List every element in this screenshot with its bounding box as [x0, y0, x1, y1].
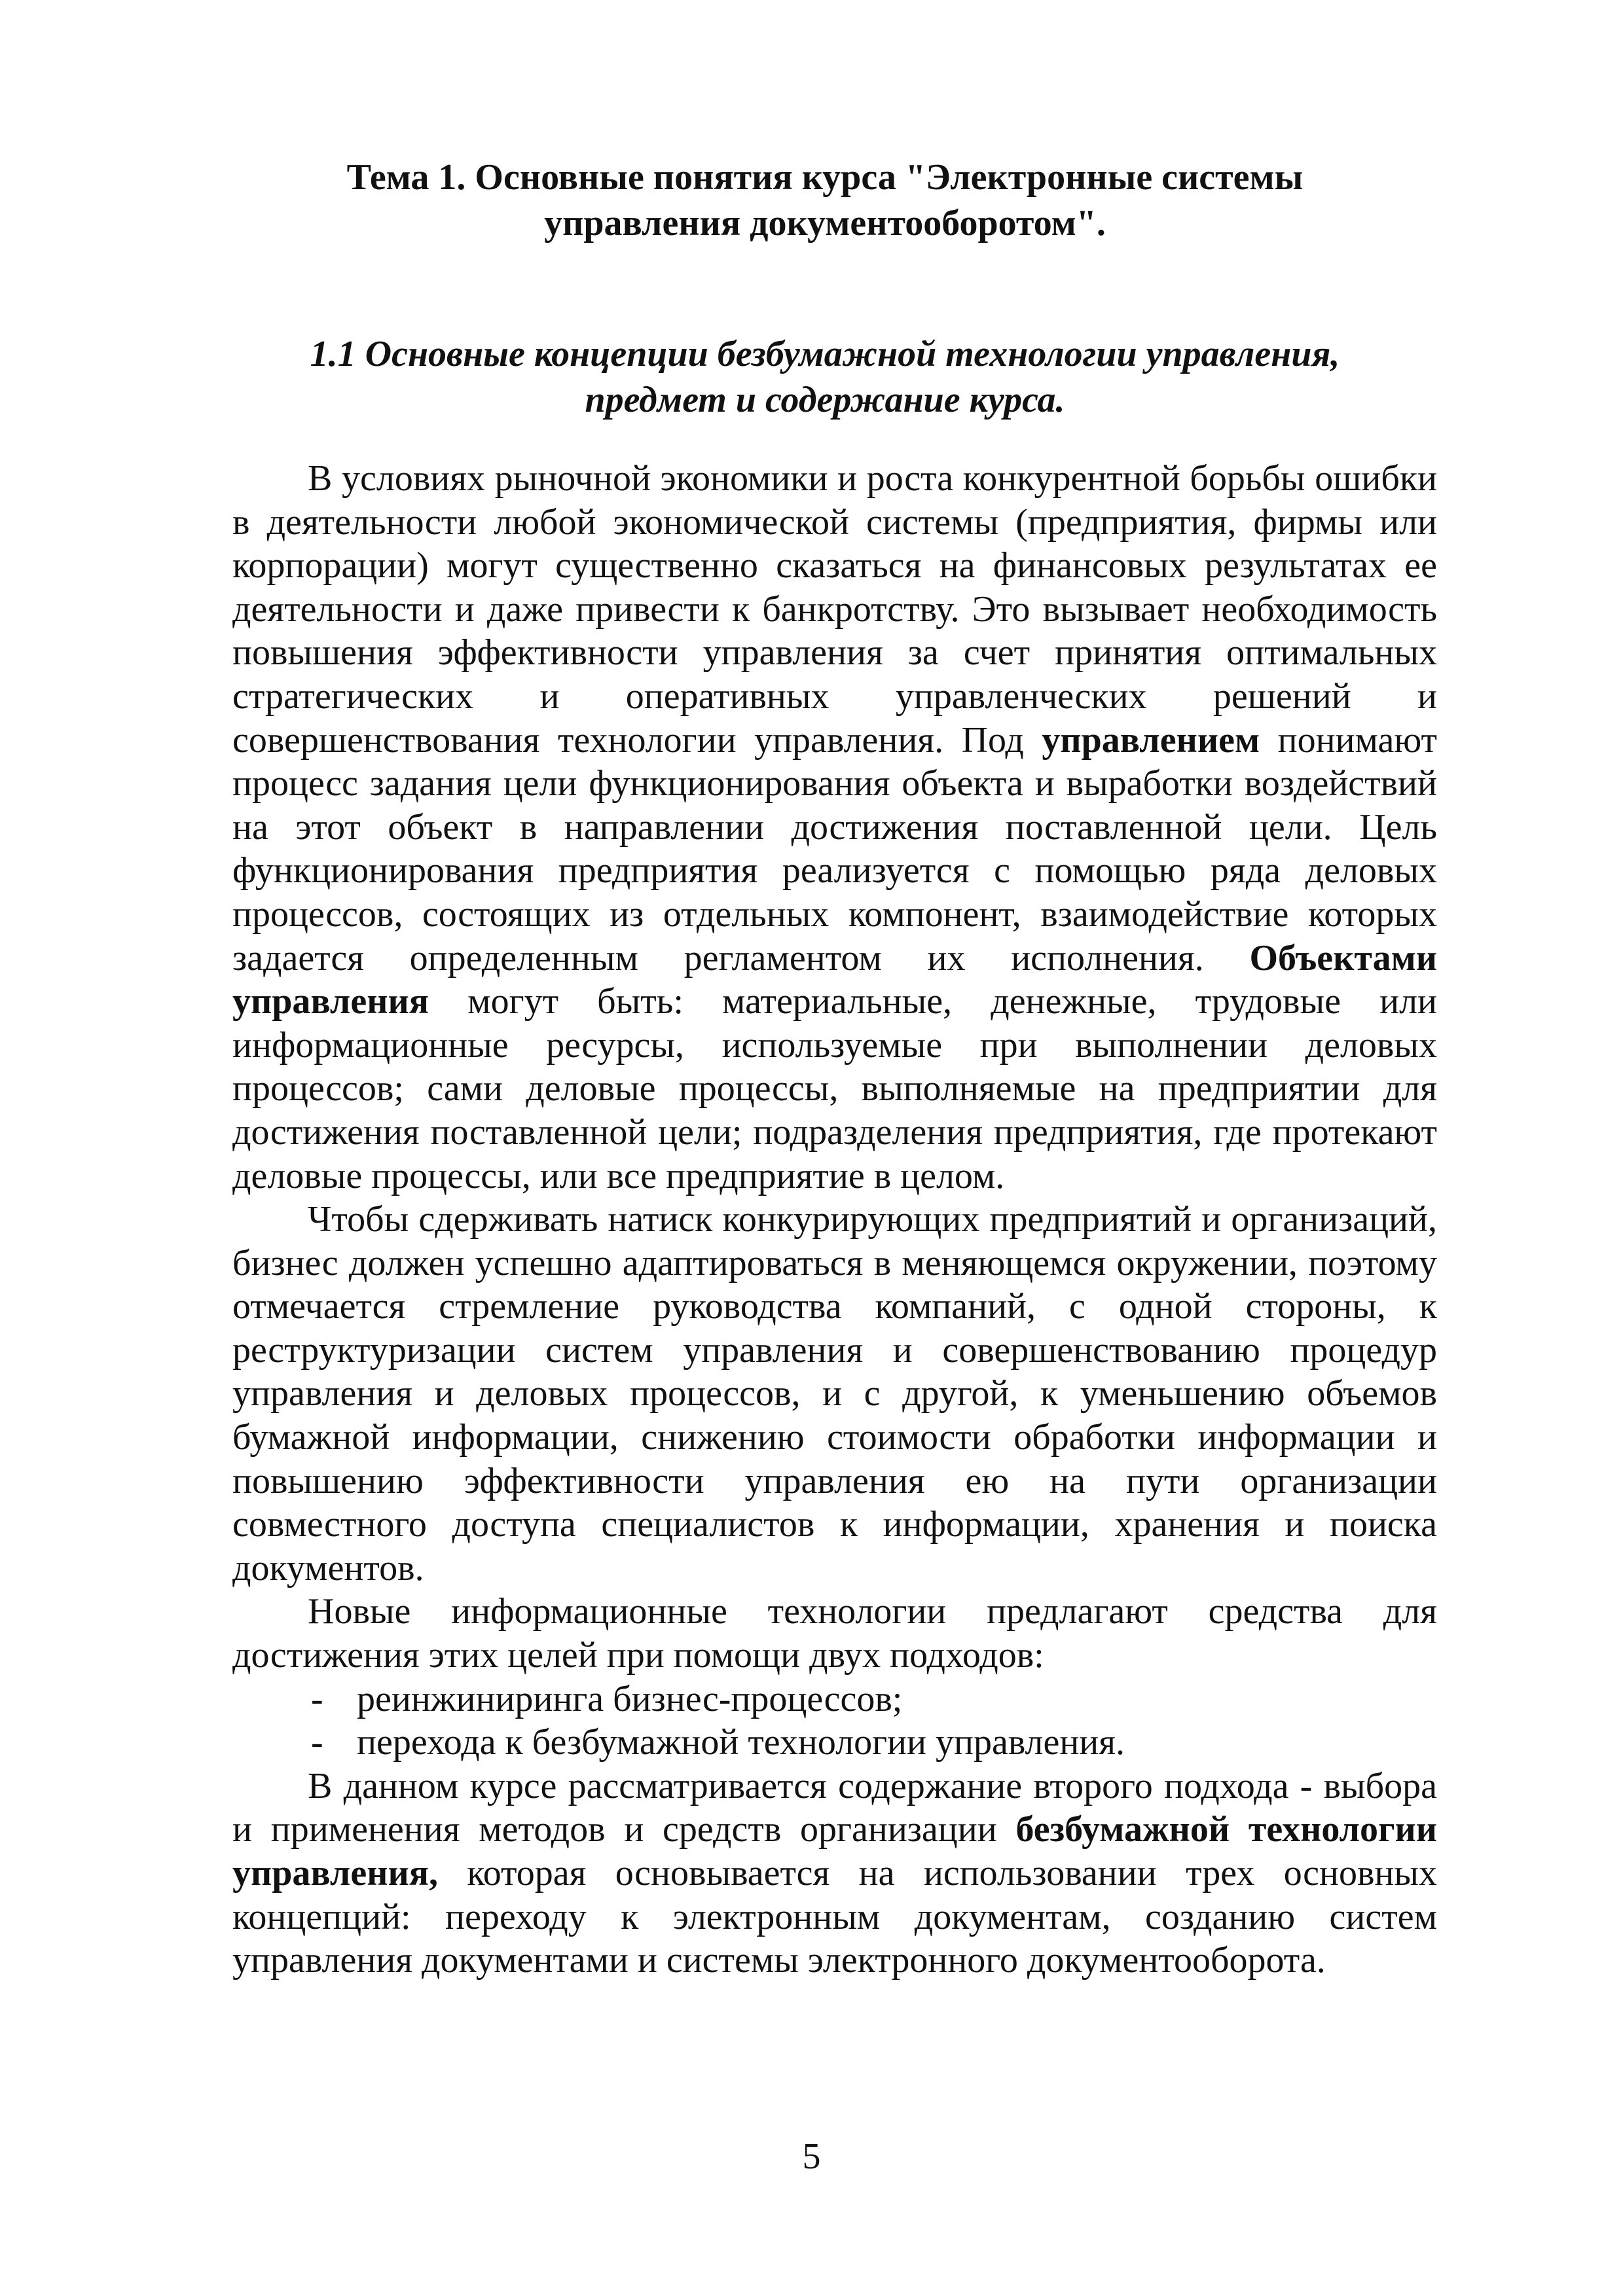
paragraph-4-text-2: которая основывается на использовании трех основных концепций: переходу к электронным документам, созданию систем управления документами и системы электронного документооборота.	[232, 1853, 1437, 1981]
paragraph-1-text-2: понимают процесс задания цели функционирования объекта и выработки воздействий на этот объект в направлении достижения поставленной цели. Цель функционирования предприятия реализуется с помощью ряда деловых процессов, состоящих из отдельных компонент, взаимодействие которых задается определенным регламентом их исполнения.	[232, 719, 1437, 978]
page-title	[262, 154, 1388, 246]
paragraph-3: Новые информационные технологии предлагают средства для достижения этих целей при помощи двух подходов:	[232, 1591, 1437, 1676]
subtitle-line-1: 1.1 Основные концепции безбумажной технологии управления,	[310, 334, 1340, 374]
approaches-list	[232, 1677, 1437, 1765]
term-paperless-technology: безбумажной технологии управления,	[232, 1809, 1438, 1893]
subtitle-line-2: предмет и содержание курса.	[585, 380, 1065, 420]
list-dash: -	[311, 1722, 323, 1763]
paragraph-2: Чтобы сдерживать натиск конкурирующих предприятий и организаций, бизнес должен успешно адаптироваться в меняющемся окружении, поэтому отмечается стремление руководства компаний, с одной стороны, к реструктуризации систем управления и совершенствованию процедур управления и деловых процессов, и с другой, к уменьшению объемов бумажной информации, снижению стоимости обработки информации и повышению эффективности управления ею на пути организации совместного доступа специалистов к информации, хранения и поиска документов.	[232, 1199, 1437, 1588]
section-subtitle	[262, 331, 1388, 423]
body-text	[232, 457, 1437, 1982]
list-dash: -	[311, 1678, 323, 1719]
paragraph-1-text-1: В условиях рыночной экономики и роста конкурентной борьбы ошибки в деятельности любой экономической системы (предприятия, фирмы или корпорации) могут существенно сказаться на финансовых результатах ее деятельности и даже привести к банкротству. Это вызывает необходимость повышения эффективности управления за счет принятия оптимальных стратегических и оперативных управленческих решений и совершенствования технологии управления. Под	[232, 458, 1437, 761]
term-management: управлением	[1042, 719, 1260, 761]
page-number: 5	[802, 2136, 821, 2177]
paragraph-4	[232, 1765, 1437, 1982]
list-item-text: реинжиниринга бизнес-процессов;	[357, 1678, 903, 1719]
paragraph-1-text-3: могут быть: материальные, денежные, трудовые или информационные ресурсы, используемые при выполнении деловых процессов; сами деловые процессы, выполняемые на предприятии для достижения поставленной цели; подразделения предприятия, где протекают деловые процессы, или все предприятие в целом.	[232, 981, 1437, 1196]
list-item	[232, 1677, 1437, 1721]
list-item	[232, 1721, 1437, 1765]
title-line-1: Тема 1. Основные понятия курса "Электронные системы	[346, 157, 1304, 198]
list-item-text: перехода к безбумажной технологии управления.	[357, 1722, 1125, 1763]
term-management-objects: Объектами управления	[232, 937, 1437, 1022]
paragraph-1	[232, 457, 1437, 1198]
paragraph-4-text-1: В данном курсе рассматривается содержание второго подхода - выбора и применения методов и средств организации	[232, 1765, 1437, 1850]
title-line-2: управления документооборотом".	[544, 203, 1106, 243]
